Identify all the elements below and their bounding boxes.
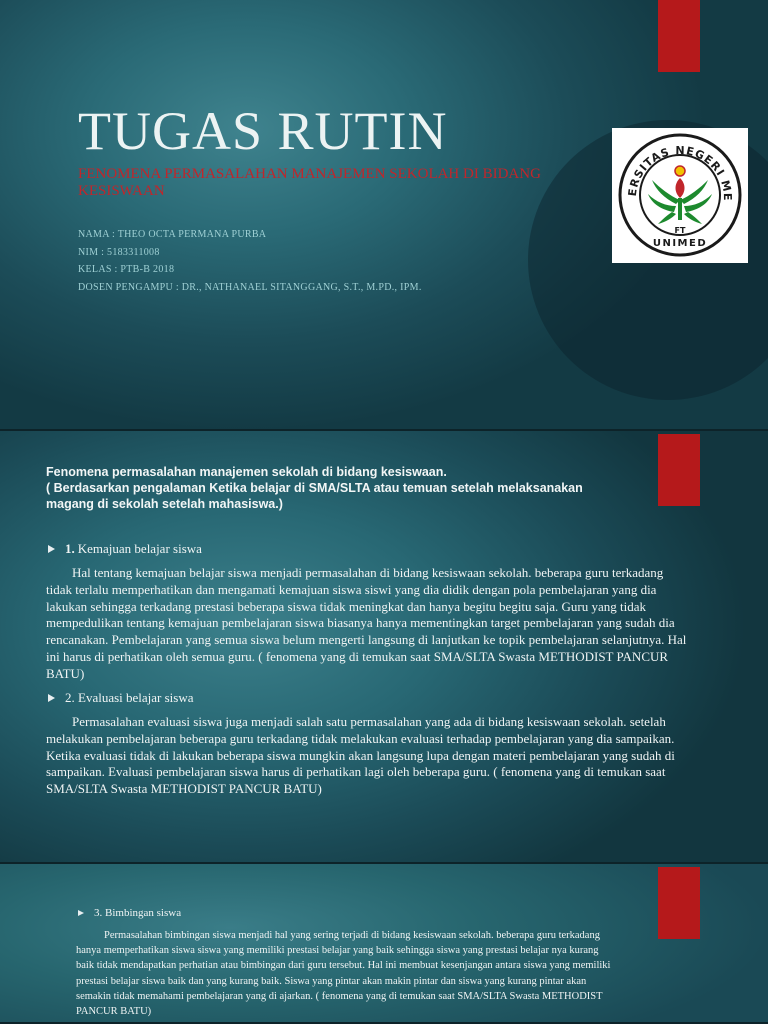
unimed-logo-icon — [612, 128, 748, 263]
student-class: KELAS : PTB-B 2018 — [78, 264, 175, 275]
section-heading — [46, 464, 606, 512]
item-title: 2. Evaluasi belajar siswa — [65, 690, 194, 705]
item-3-paragraph: Permasalahan bimbingan siswa menjadi hal yang sering terjadi di bidang kesiswaan sekolah. beberapa guru terkadang hanya memperhatikan siswa siswa yang memiliki prestasi belajar yang baik sehingga siswa yang prestasi belajar nya kurang baik tidak mendapatkan perhatian atau bimbingan dari guru tersebut. Hal ini membuat kesenjangan antara siswa yang memiliki prestasi belajar siswa baik dan yang kurang baik. Siswa yang pintar akan makin pintar dan siswa yang kurang pintar akan semakin tidak memahami pembelajaran yang di ajarkan. ( fenomena yang di temukan saat SMA/SLTA Swasta METHODIST PANCUR BATU) — [76, 930, 611, 1018]
logo-center-text: FT — [674, 226, 686, 235]
red-accent-bar — [658, 0, 700, 72]
item-title: Kemajuan belajar siswa — [77, 541, 202, 556]
slide-title-heading: TUGAS RUTIN — [78, 101, 448, 161]
bullet-triangle-icon — [48, 694, 55, 702]
student-info — [78, 226, 598, 296]
university-logo — [612, 128, 748, 263]
logo-arc-text: ERSITAS NEGERI ME — [625, 143, 735, 202]
student-name: NAMA : THEO OCTA PERMANA PURBA — [78, 229, 267, 240]
heading-line-3: magang di sekolah setelah mahasiswa.) — [46, 497, 283, 511]
logo-bottom-text: UNIMED — [652, 238, 708, 249]
list-item-1-title — [48, 541, 202, 557]
item-number: 1. — [65, 541, 75, 556]
heading-line-1: Fenomena permasalahan manajemen sekolah di bidang kesiswaan. — [46, 465, 447, 479]
list-item-2-title — [48, 690, 194, 706]
item-title: 3. Bimbingan siswa — [94, 907, 182, 919]
lecturer: DOSEN PENGAMPU : DR., NATHANAEL SITANGGANG, S.T., M.PD., IPM. — [78, 281, 422, 293]
bullet-triangle-icon — [48, 545, 55, 553]
heading-line-2: ( Berdasarkan pengalaman Ketika belajar di SMA/SLTA atau temuan setelah melaksanakan — [46, 481, 583, 495]
list-item-3-title — [78, 906, 181, 920]
item-2-paragraph: Permasalahan evaluasi siswa juga menjadi salah satu permasalahan yang ada di bidang kesiswaan sekolah. setelah melakukan pembelajaran beberapa guru terkadang tidak melakukan evaluasi terhadap pembelajaran yang dia sampaikan. Ketika evaluasi tidak di lakukan beberapa siswa mungkin akan langsung lupa dengan materi pembelajaran yang sudah di sampaikan. Evaluasi pembelajaran siswa harus di perhatikan lagi oleh beberapa guru. ( fenomena yang di temukan saat SMA/SLTA Swasta METHODIST PANCUR BATU) — [46, 714, 675, 797]
red-accent-bar — [658, 867, 700, 939]
student-nim: NIM : 5183311008 — [78, 246, 160, 258]
slide-subtitle: FENOMENA PERMASALAHAN MANAJEMEN SEKOLAH DI BIDANG KESISWAAN — [78, 166, 541, 199]
slide-title — [0, 0, 768, 431]
item-1-paragraph: Hal tentang kemajuan belajar siswa menjadi permasalahan di bidang kesiswaan sekolah. beberapa guru terkadang tidak terlalu memperhatikan dan mengamati kemajuan siswa siswi yang dia didik dengan pola pembelajaran yang dia lakukan sehingga terkadang prestasi beberapa siswa tidak meningkat dan hanya begitu begitu saja. Guru yang tidak mempedulikan tentang kemajuan pembelajaran siswa biasanya hanya mementingkan target pembelajaran yang sudah dia rencanakan. Pembelajaran yang semua siswa belum mengerti langsung di lanjutkan ke topik pembelajaran selanjutnya. Hal ini harus di perhatikan oleh semua guru. ( fenomena yang di temukan saat SMA/SLTA Swasta METHODIST PANCUR BATU) — [46, 565, 687, 681]
red-accent-bar — [658, 434, 700, 506]
bullet-triangle-icon — [78, 910, 84, 916]
